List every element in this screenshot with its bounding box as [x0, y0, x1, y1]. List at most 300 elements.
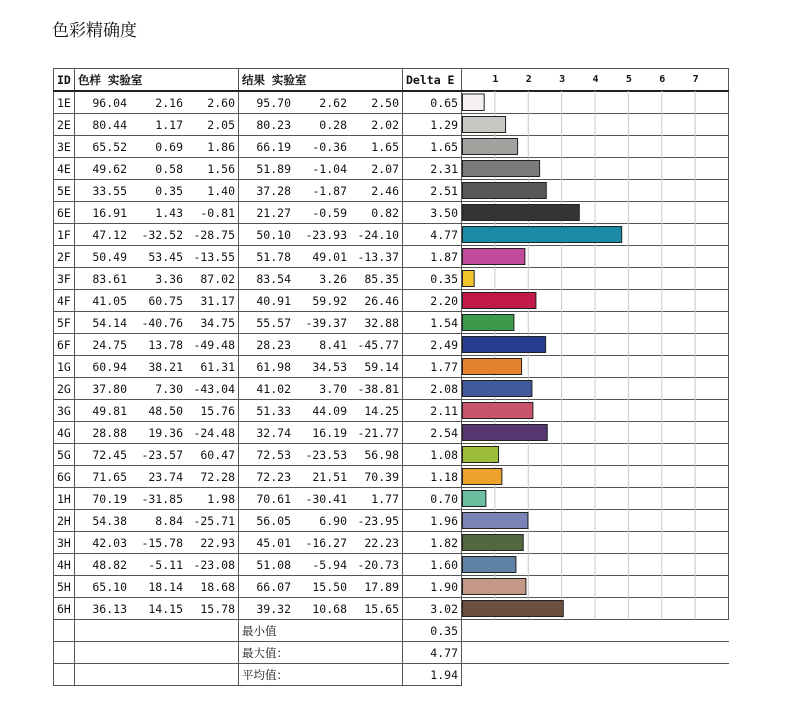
row-id: 2F [54, 246, 75, 268]
summary-empty-id [54, 620, 75, 642]
sample-lab-values [75, 532, 239, 554]
sample-s3: -49.48 [193, 337, 235, 352]
bar-cell [462, 422, 729, 444]
summary-value: 1.94 [403, 664, 462, 686]
result-r3: 85.35 [364, 271, 399, 286]
result-r2: 3.26 [319, 271, 347, 286]
result-r3: -13.37 [357, 249, 399, 264]
sample-s3: 1.56 [207, 161, 235, 176]
result-r1: 50.10 [256, 227, 291, 242]
sample-s1: 49.81 [92, 403, 127, 418]
sample-lab-values [75, 136, 239, 158]
sample-lab-values [75, 268, 239, 290]
row-id: 3G [54, 400, 75, 422]
result-r2: 0.28 [319, 117, 347, 132]
delta-e-value: 2.49 [403, 334, 462, 356]
table-row [54, 466, 729, 488]
result-lab-values [239, 334, 403, 356]
table-row [54, 378, 729, 400]
result-lab-values [239, 466, 403, 488]
table-row [54, 158, 729, 180]
result-r2: 44.09 [312, 403, 347, 418]
delta-e-value: 0.70 [403, 488, 462, 510]
result-r3: 59.14 [364, 359, 399, 374]
sample-s2: 38.21 [148, 359, 183, 374]
result-r3: 32.88 [364, 315, 399, 330]
row-id: 5H [54, 576, 75, 598]
result-r2: -1.04 [312, 161, 347, 176]
x-tick-label: 6 [659, 73, 666, 85]
result-r1: 28.23 [256, 337, 291, 352]
result-lab-values [239, 202, 403, 224]
sample-s3: 34.75 [200, 315, 235, 330]
summary-value: 4.77 [403, 642, 462, 664]
summary-empty-sample [75, 642, 239, 664]
table-row [54, 422, 729, 444]
result-r2: 2.62 [319, 95, 347, 110]
result-r3: 56.98 [364, 447, 399, 462]
result-r1: 72.23 [256, 469, 291, 484]
sample-s2: 18.14 [148, 579, 183, 594]
result-r2: 15.50 [312, 579, 347, 594]
sample-lab-values [75, 554, 239, 576]
sample-s3: 15.78 [200, 601, 235, 616]
sample-lab-values [75, 91, 239, 114]
bar-cell [462, 378, 729, 400]
bar-cell [462, 466, 729, 488]
result-r2: 6.90 [319, 513, 347, 528]
delta-e-value: 3.02 [403, 598, 462, 620]
result-lab-values [239, 290, 403, 312]
bar-cell [462, 312, 729, 334]
delta-e-value: 2.54 [403, 422, 462, 444]
result-r3: -45.77 [357, 337, 399, 352]
sample-s1: 71.65 [92, 469, 127, 484]
summary-empty-bar [462, 620, 729, 642]
sample-s3: 87.02 [200, 271, 235, 286]
result-r3: 2.46 [371, 183, 399, 198]
result-lab-values [239, 158, 403, 180]
result-lab-values [239, 510, 403, 532]
result-lab-values [239, 224, 403, 246]
sample-s1: 33.55 [92, 183, 127, 198]
result-r3: 2.02 [371, 117, 399, 132]
header-id: ID [54, 69, 75, 92]
bar-cell [462, 334, 729, 356]
result-r2: 34.53 [312, 359, 347, 374]
sample-s1: 36.13 [92, 601, 127, 616]
table-row [54, 488, 729, 510]
result-r1: 51.89 [256, 161, 291, 176]
delta-e-value: 2.51 [403, 180, 462, 202]
result-r3: 1.77 [371, 491, 399, 506]
row-id: 6G [54, 466, 75, 488]
result-r2: 59.92 [312, 293, 347, 308]
sample-lab-values [75, 224, 239, 246]
x-axis [462, 70, 728, 90]
table-row [54, 532, 729, 554]
sample-s1: 49.62 [92, 161, 127, 176]
row-id: 6H [54, 598, 75, 620]
header-sample: 色样 实验室 [75, 69, 239, 92]
delta-e-value: 2.11 [403, 400, 462, 422]
result-lab-values [239, 576, 403, 598]
summary-label: 最大值： [239, 642, 403, 664]
table-row [54, 224, 729, 246]
result-r3: -23.95 [357, 513, 399, 528]
result-r1: 40.91 [256, 293, 291, 308]
sample-s2: 0.58 [155, 161, 183, 176]
sample-lab-values [75, 466, 239, 488]
table-row [54, 400, 729, 422]
summary-row [54, 664, 729, 686]
row-id: 5E [54, 180, 75, 202]
sample-s2: -32.52 [141, 227, 183, 242]
sample-lab-values [75, 444, 239, 466]
summary-empty-sample [75, 664, 239, 686]
result-r3: -38.81 [357, 381, 399, 396]
bar-cell [462, 598, 729, 620]
sample-lab-values [75, 114, 239, 136]
result-lab-values [239, 136, 403, 158]
result-lab-values [239, 246, 403, 268]
sample-s1: 16.91 [92, 205, 127, 220]
bar-cell [462, 224, 729, 246]
summary-label: 最小值 [239, 620, 403, 642]
chart-axis-header [462, 69, 729, 92]
result-r1: 21.27 [256, 205, 291, 220]
sample-s3: 1.98 [207, 491, 235, 506]
result-r1: 55.57 [256, 315, 291, 330]
result-r3: 0.82 [371, 205, 399, 220]
sample-s3: -23.08 [193, 557, 235, 572]
result-r2: 3.70 [319, 381, 347, 396]
result-r1: 66.07 [256, 579, 291, 594]
bar-cell [462, 554, 729, 576]
row-id: 5F [54, 312, 75, 334]
table-row [54, 91, 729, 114]
bar-cell [462, 356, 729, 378]
result-r2: 49.01 [312, 249, 347, 264]
delta-e-value: 1.82 [403, 532, 462, 554]
sample-s2: 1.17 [155, 117, 183, 132]
bar-cell [462, 510, 729, 532]
delta-e-value: 1.60 [403, 554, 462, 576]
table-row [54, 114, 729, 136]
result-r1: 83.54 [256, 271, 291, 286]
table-row [54, 510, 729, 532]
sample-lab-values [75, 158, 239, 180]
sample-s1: 47.12 [92, 227, 127, 242]
sample-s3: 60.47 [200, 447, 235, 462]
bar-cell [462, 532, 729, 554]
table-row [54, 246, 729, 268]
result-r2: -16.27 [305, 535, 347, 550]
result-r3: 70.39 [364, 469, 399, 484]
sample-lab-values [75, 312, 239, 334]
sample-s2: 13.78 [148, 337, 183, 352]
sample-s3: -28.75 [193, 227, 235, 242]
row-id: 1E [54, 91, 75, 114]
sample-s2: -15.78 [141, 535, 183, 550]
sample-lab-values [75, 334, 239, 356]
result-r1: 51.08 [256, 557, 291, 572]
row-id: 1H [54, 488, 75, 510]
bar-cell [462, 488, 729, 510]
bar-cell [462, 114, 729, 136]
table-row [54, 444, 729, 466]
sample-s3: -43.04 [193, 381, 235, 396]
result-r3: 17.89 [364, 579, 399, 594]
sample-s1: 72.45 [92, 447, 127, 462]
result-r1: 72.53 [256, 447, 291, 462]
bar-cell [462, 202, 729, 224]
table-row [54, 136, 729, 158]
table-row [54, 356, 729, 378]
delta-e-value: 0.35 [403, 268, 462, 290]
x-tick-label: 1 [492, 73, 499, 85]
sample-s1: 50.49 [92, 249, 127, 264]
delta-e-value: 3.50 [403, 202, 462, 224]
table-row [54, 180, 729, 202]
bar-cell [462, 246, 729, 268]
summary-empty-bar [462, 642, 729, 664]
table-row [54, 576, 729, 598]
sample-s3: 15.76 [200, 403, 235, 418]
sample-s1: 37.80 [92, 381, 127, 396]
summary-empty-bar [462, 664, 729, 686]
sample-lab-values [75, 180, 239, 202]
result-r1: 61.98 [256, 359, 291, 374]
summary-label: 平均值： [239, 664, 403, 686]
result-r2: -23.53 [305, 447, 347, 462]
result-r1: 70.61 [256, 491, 291, 506]
row-id: 4E [54, 158, 75, 180]
x-tick-label: 5 [625, 73, 632, 85]
sample-s1: 28.88 [92, 425, 127, 440]
sample-lab-values [75, 378, 239, 400]
result-r2: -30.41 [305, 491, 347, 506]
sample-s2: -23.57 [141, 447, 183, 462]
result-r3: 2.07 [371, 161, 399, 176]
header-delta: Delta E [403, 69, 462, 92]
summary-row [54, 620, 729, 642]
delta-e-value: 1.18 [403, 466, 462, 488]
sample-lab-values [75, 290, 239, 312]
result-lab-values [239, 378, 403, 400]
delta-e-value: 0.65 [403, 91, 462, 114]
table-row [54, 554, 729, 576]
result-r1: 51.33 [256, 403, 291, 418]
table-row [54, 598, 729, 620]
sample-lab-values [75, 202, 239, 224]
sample-s2: 3.36 [155, 271, 183, 286]
result-lab-values [239, 422, 403, 444]
sample-s2: 53.45 [148, 249, 183, 264]
row-id: 3E [54, 136, 75, 158]
delta-e-value: 1.08 [403, 444, 462, 466]
result-r1: 56.05 [256, 513, 291, 528]
sample-lab-values [75, 510, 239, 532]
x-tick-label: 3 [559, 73, 566, 85]
result-lab-values [239, 532, 403, 554]
result-lab-values [239, 400, 403, 422]
row-id: 2G [54, 378, 75, 400]
result-lab-values [239, 488, 403, 510]
sample-s3: -25.71 [193, 513, 235, 528]
sample-s1: 96.04 [92, 95, 127, 110]
sample-s1: 60.94 [92, 359, 127, 374]
bar-cell [462, 400, 729, 422]
delta-e-value: 2.08 [403, 378, 462, 400]
sample-s2: 0.69 [155, 139, 183, 154]
result-lab-values [239, 312, 403, 334]
result-r3: -24.10 [357, 227, 399, 242]
bar-cell [462, 136, 729, 158]
delta-e-value: 1.77 [403, 356, 462, 378]
summary-row [54, 642, 729, 664]
result-r3: 26.46 [364, 293, 399, 308]
sample-s2: 7.30 [155, 381, 183, 396]
result-r3: 2.50 [371, 95, 399, 110]
result-r3: 14.25 [364, 403, 399, 418]
sample-s3: 61.31 [200, 359, 235, 374]
row-id: 3H [54, 532, 75, 554]
sample-s1: 65.10 [92, 579, 127, 594]
result-r3: -21.77 [357, 425, 399, 440]
result-r2: -1.87 [312, 183, 347, 198]
result-r1: 66.19 [256, 139, 291, 154]
row-id: 6F [54, 334, 75, 356]
result-r3: 22.23 [364, 535, 399, 550]
delta-e-value: 4.77 [403, 224, 462, 246]
row-id: 6E [54, 202, 75, 224]
sample-lab-values [75, 246, 239, 268]
row-id: 2E [54, 114, 75, 136]
table-row [54, 290, 729, 312]
row-id: 4G [54, 422, 75, 444]
sample-s1: 83.61 [92, 271, 127, 286]
sample-lab-values [75, 400, 239, 422]
result-r1: 37.28 [256, 183, 291, 198]
summary-value: 0.35 [403, 620, 462, 642]
sample-s2: 19.36 [148, 425, 183, 440]
table-row [54, 202, 729, 224]
result-r1: 80.23 [256, 117, 291, 132]
result-lab-values [239, 91, 403, 114]
sample-s1: 24.75 [92, 337, 127, 352]
result-lab-values [239, 444, 403, 466]
result-r1: 39.32 [256, 601, 291, 616]
summary-empty-id [54, 664, 75, 686]
delta-e-value: 2.20 [403, 290, 462, 312]
result-r2: 8.41 [319, 337, 347, 352]
sample-s3: -0.81 [200, 205, 235, 220]
sample-s2: 2.16 [155, 95, 183, 110]
sample-s1: 80.44 [92, 117, 127, 132]
delta-e-value: 1.29 [403, 114, 462, 136]
sample-s3: 2.05 [207, 117, 235, 132]
result-r2: -0.59 [312, 205, 347, 220]
delta-e-value: 1.54 [403, 312, 462, 334]
sample-s1: 42.03 [92, 535, 127, 550]
sample-s2: 0.35 [155, 183, 183, 198]
result-r3: 1.65 [371, 139, 399, 154]
sample-s1: 65.52 [92, 139, 127, 154]
sample-s3: 22.93 [200, 535, 235, 550]
result-lab-values [239, 268, 403, 290]
row-id: 4H [54, 554, 75, 576]
sample-s3: -13.55 [193, 249, 235, 264]
sample-s3: 18.68 [200, 579, 235, 594]
result-r2: 10.68 [312, 601, 347, 616]
sample-s3: 1.40 [207, 183, 235, 198]
row-id: 5G [54, 444, 75, 466]
result-r2: -0.36 [312, 139, 347, 154]
sample-lab-values [75, 598, 239, 620]
color-accuracy-table [53, 68, 729, 686]
result-r1: 51.78 [256, 249, 291, 264]
sample-s3: 72.28 [200, 469, 235, 484]
bar-cell [462, 158, 729, 180]
delta-e-value: 1.65 [403, 136, 462, 158]
sample-s2: 1.43 [155, 205, 183, 220]
bar-cell [462, 290, 729, 312]
x-tick-label: 7 [692, 73, 699, 85]
bar-cell [462, 180, 729, 202]
result-r2: -39.37 [305, 315, 347, 330]
sample-s3: 31.17 [200, 293, 235, 308]
sample-lab-values [75, 356, 239, 378]
sample-s2: 48.50 [148, 403, 183, 418]
bar-cell [462, 444, 729, 466]
result-lab-values [239, 356, 403, 378]
sample-s2: 8.84 [155, 513, 183, 528]
result-r2: 16.19 [312, 425, 347, 440]
table-row [54, 268, 729, 290]
row-id: 1F [54, 224, 75, 246]
row-id: 4F [54, 290, 75, 312]
result-r2: 21.51 [312, 469, 347, 484]
row-id: 3F [54, 268, 75, 290]
bar-cell [462, 91, 729, 114]
sample-s3: 1.86 [207, 139, 235, 154]
result-r1: 95.70 [256, 95, 291, 110]
bar-cell [462, 268, 729, 290]
sample-s2: 23.74 [148, 469, 183, 484]
result-lab-values [239, 554, 403, 576]
sample-s2: 60.75 [148, 293, 183, 308]
sample-lab-values [75, 422, 239, 444]
sample-s2: -31.85 [141, 491, 183, 506]
sample-s3: 2.60 [207, 95, 235, 110]
result-lab-values [239, 114, 403, 136]
row-id: 1G [54, 356, 75, 378]
sample-s2: -40.76 [141, 315, 183, 330]
sample-lab-values [75, 488, 239, 510]
sample-s3: -24.48 [193, 425, 235, 440]
sample-s2: -5.11 [148, 557, 183, 572]
table-row [54, 334, 729, 356]
delta-e-value: 2.31 [403, 158, 462, 180]
bar-cell [462, 576, 729, 598]
table-row [54, 312, 729, 334]
summary-empty-sample [75, 620, 239, 642]
header-result: 结果 实验室 [239, 69, 403, 92]
row-id: 2H [54, 510, 75, 532]
x-tick-label: 2 [525, 73, 532, 85]
delta-e-value: 1.90 [403, 576, 462, 598]
